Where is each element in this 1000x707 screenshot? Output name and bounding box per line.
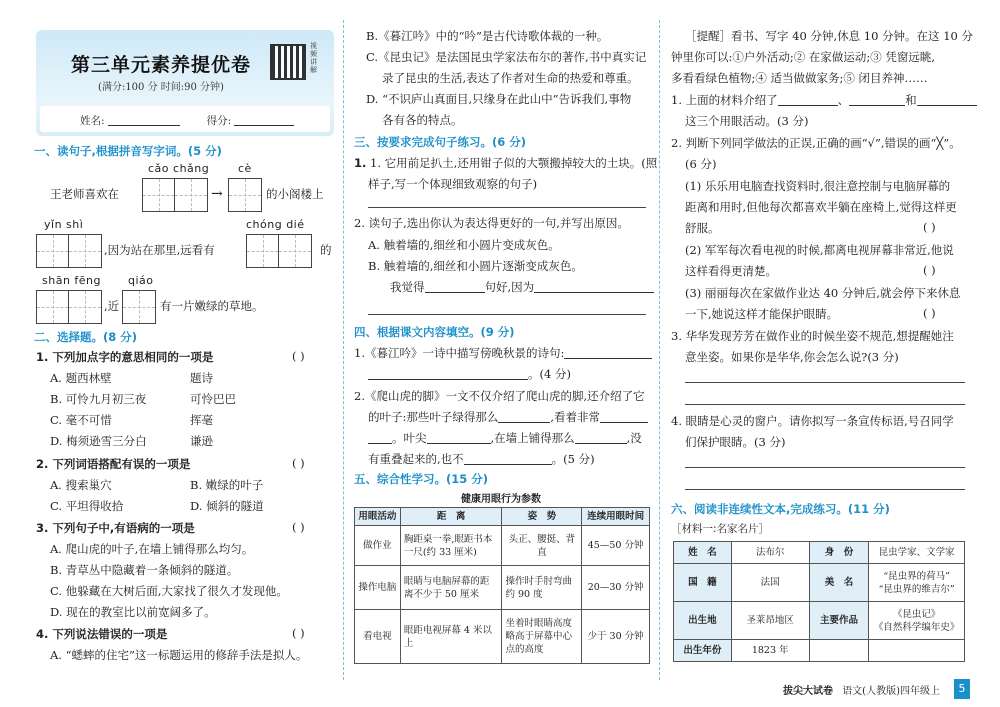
mc-q1-c2: 挥毫 <box>190 413 213 427</box>
table-cell: 胸距桌一拳,眼距书本一尺(约 33 厘米) <box>400 526 502 566</box>
table-cell-split: “昆虫界的荷马” “昆虫界的维吉尔” <box>878 570 955 595</box>
c3-q2-1-line1: (1) 乐乐用电脑查找资料时,很注意控制与电脑屏幕的 <box>685 179 951 193</box>
s4-q2-blank-6[interactable] <box>464 453 552 465</box>
c3-q2-1-line3: 舒服。 <box>685 221 720 235</box>
s4-q1-blank-2[interactable] <box>368 368 528 380</box>
mc-q2: 2. 下列词语搭配有误的一项是 <box>36 457 191 471</box>
s4-q2-line4: 有重叠起来的,也不 。(5 分) <box>368 452 595 466</box>
c3-q4-line2: 们保护眼睛。(3 分) <box>685 435 786 449</box>
mc-q1-b2: 可怜巴巴 <box>190 392 236 406</box>
mc-q1-c: C. 毫不可惜 <box>50 413 112 427</box>
s3-q2-choice-blank[interactable] <box>425 281 485 293</box>
table-row <box>674 564 965 602</box>
table-cell: 国 籍 <box>674 564 732 602</box>
mc-q3-b: B. 青草丛中隐藏着一条倾斜的隧道。 <box>50 563 239 577</box>
table-header: 连续用眼时间 <box>582 508 650 526</box>
mc-q2-b: B. 嫩绿的叶子 <box>190 478 264 492</box>
table-cell: 头正、腰挺、背直 <box>502 526 582 566</box>
table-row <box>674 542 965 564</box>
s3-q2-answer: 我觉得 句好,因为 <box>390 279 654 295</box>
mc-q3-a: A. 爬山虎的叶子,在墙上铺得那么均匀。 <box>50 542 254 556</box>
table-cell: 做作业 <box>355 526 401 566</box>
sentence-1b: 的小阁楼上 <box>266 187 324 201</box>
table-row <box>355 566 650 610</box>
mc-q4: 4. 下列说法错误的一项是 <box>36 627 168 641</box>
c3-q3-answer-line-2[interactable] <box>685 404 965 405</box>
mc-q1-answer[interactable]: ( ) <box>292 349 305 363</box>
grid-qiao[interactable] <box>122 290 156 324</box>
c3-q2-3-answer[interactable]: ( ) <box>923 306 936 320</box>
table-cell: 眼睛与电脑屏幕的距离不少于 50 厘米 <box>400 566 502 610</box>
table-cell: 美 名 <box>809 564 869 602</box>
c3-q1-blank-2[interactable] <box>849 94 905 106</box>
c3-q3-line1: 3. 华华发现芳芳在做作业的时候坐姿不规范,想提醒她注 <box>671 329 954 343</box>
name-label: 姓名: <box>80 115 105 127</box>
page-number: 5 <box>954 679 970 699</box>
table-cell: 眼距电视屏幕 4 米以上 <box>400 610 502 664</box>
table-cell: 昆虫学家、文学家 <box>869 542 965 564</box>
column-divider-2 <box>659 20 660 680</box>
mc-q4-b: B.《暮江吟》中的“吟”是古代诗歌体裁的一种。 <box>366 29 609 43</box>
s4-q2-blank-4[interactable] <box>427 432 491 444</box>
s4-q2-line3: 。叶尖 ,在墙上铺得那么 ,没 <box>368 430 642 446</box>
mc-q3-d: D. 现在的教室比以前宽阔多了。 <box>50 605 216 619</box>
pinyin-shanfeng: shān fēng <box>42 274 102 287</box>
table-row <box>674 602 965 640</box>
footer-brand: 拔尖大试卷 <box>783 686 833 697</box>
c3-q2-1-line2: 距离和用时,但他每次都喜欢半躺在座椅上,觉得这样更 <box>685 200 957 214</box>
c3-q1-line1: 1. 上面的材料介绍了 、 和 <box>671 92 977 108</box>
tip-line-2: 钟里你可以:①户外活动;② 在家做运动;③ 凭窗远眺, <box>671 50 936 64</box>
c3-q2-2-answer[interactable]: ( ) <box>923 263 936 277</box>
c3-q2-2-line2: 这样看得更清楚。 <box>685 264 777 278</box>
table-header-row <box>355 508 650 526</box>
table-cell <box>869 640 965 662</box>
s4-q1-blank-1[interactable] <box>564 347 652 359</box>
exam-title: 第三单元素养提优卷 <box>70 54 251 76</box>
pinyin-qiao: qiáo <box>128 274 154 287</box>
column-1 <box>30 0 336 707</box>
table-cell: 法布尔 <box>731 542 809 564</box>
table-cell: 出生地 <box>674 602 732 640</box>
s4-q1-line1: 1.《暮江吟》一诗中描写傍晚秋景的诗句: <box>354 345 652 361</box>
tip-line-3: 多看看绿色植物;④ 适当做做家务;⑤ 闭目养神…… <box>671 71 928 85</box>
sentence-3a: ,近 <box>104 299 120 313</box>
mc-q1-a: A. 题西林壁 <box>50 371 112 385</box>
s4-q2-blank-3[interactable] <box>368 432 392 444</box>
table-cell: 操作时手肘弯曲约 90 度 <box>502 566 582 610</box>
table-cell: 法国 <box>731 564 809 602</box>
table-row <box>355 610 650 664</box>
mc-q2-answer[interactable]: ( ) <box>292 456 305 470</box>
column-divider-1 <box>343 20 344 680</box>
name-field[interactable] <box>108 114 180 126</box>
mc-q1: 1. 下列加点字的意思相同的一项是 <box>36 350 214 364</box>
c3-q4-answer-line-2[interactable] <box>685 489 965 490</box>
pinyin-chongdie: chóng dié <box>246 218 305 231</box>
grid-ce[interactable] <box>228 178 262 212</box>
name-score-box <box>40 106 330 132</box>
pinyin-caochang: cǎo chǎng <box>148 162 210 175</box>
arrow-glyph: → <box>211 186 223 202</box>
section-3-title: 三、按要求完成句子练习。(6 分) <box>354 135 527 149</box>
pinyin-ce: cè <box>238 162 252 175</box>
table-cell: 操作电脑 <box>355 566 401 610</box>
c3-q2-2-line1: (2) 军军每次看电视的时候,都离电视屏幕非常近,他说 <box>685 243 954 257</box>
table-cell: 主要作品 <box>809 602 869 640</box>
s3-q2: 2. 读句子,选出你认为表达得更好的一句,并写出原因。 <box>354 216 629 230</box>
s3-q1-line2: 样子,写一个体现细致观察的句子) <box>368 177 538 191</box>
c3-q1-blank-3[interactable] <box>917 94 977 106</box>
c3-q3-line2: 意坐姿。如果你是华华,你会怎么说?(3 分) <box>685 350 899 364</box>
mc-q4-c-line1: C.《昆虫记》是法国昆虫学家法布尔的著作,书中真实记 <box>366 50 647 64</box>
column-2 <box>350 0 658 707</box>
c3-q2-3-line1: (3) 丽丽每次在家做作业达 40 分钟后,就会停下来休息 <box>685 286 961 300</box>
eye-health-table <box>354 507 650 664</box>
grid-chongdie[interactable] <box>246 234 312 268</box>
table-cell: 圣莱昂地区 <box>731 602 809 640</box>
c3-q2-line2: (6 分) <box>685 157 717 171</box>
s4-q2-line1: 2.《爬山虎的脚》一文不仅介绍了爬山虎的脚,还介绍了它 <box>354 389 645 403</box>
mc-q1-d2: 谦逊 <box>190 434 213 448</box>
grid-yinshi[interactable] <box>36 234 102 268</box>
c3-q4-line1: 4. 眼睛是心灵的窗户。请你拟写一条宣传标语,号召同学 <box>671 414 954 428</box>
s4-q2-line2: 的叶子:那些叶子绿得那么 ,看着非常 <box>368 409 648 425</box>
tip-line-1: ［提醒］看书、写字 40 分钟,休息 10 分钟。在这 10 分 <box>685 29 973 43</box>
section-5-title: 五、综合性学习。(15 分) <box>354 472 489 486</box>
c3-q2-line1: 2. 判断下列同学做法的正误,正确的画“√”,错误的画“╳”。 <box>671 136 961 150</box>
table-cell <box>869 602 965 640</box>
mc-q4-a: A. “蟋蟀的住宅”这一标题运用的修辞手法是拟人。 <box>50 648 308 662</box>
table-cell-split: 《昆虫记》 《自然科学编年史》 <box>873 608 960 633</box>
grid-shanfeng[interactable] <box>36 290 102 324</box>
s4-q2-blank-1[interactable] <box>498 411 550 423</box>
s4-q1-line2: 。(4 分) <box>368 366 571 382</box>
mc-q3-answer[interactable]: ( ) <box>292 520 305 534</box>
table-header: 用眼活动 <box>355 508 401 526</box>
s3-q1-line1: 1. 1. 它用前足扒土,还用钳子似的大颚搬掉较大的土块。(照 <box>354 156 658 170</box>
s3-q2-a: A. 触着墙的,细丝和小圆片变成灰色。 <box>368 238 560 252</box>
table-cell <box>869 564 965 602</box>
c3-q4-answer-line-1[interactable] <box>685 467 965 468</box>
section-4-title: 四、根据课文内容填空。(9 分) <box>354 325 515 339</box>
footer-subject: 语文(人教版)四年级上 <box>842 686 940 697</box>
mc-q4-d-line2: 各有各的特点。 <box>382 113 463 127</box>
table-cell: 身 份 <box>809 542 869 564</box>
table-title: 健康用眼行为参数 <box>461 494 541 505</box>
c3-q2-3-line2: 一下,她说这样才能保护眼睛。 <box>685 307 839 321</box>
s3-q2-reason-blank[interactable] <box>534 281 654 293</box>
exam-header <box>36 30 334 136</box>
table-cell: 20—30 分钟 <box>582 566 650 610</box>
column-3 <box>667 0 973 707</box>
author-card-table <box>673 541 965 662</box>
pinyin-yinshi: yǐn shì <box>44 218 84 231</box>
mc-q3-c: C. 他躲藏在大树后面,大家找了很久才发现他。 <box>50 584 288 598</box>
mc-q4-d-line1: D. “不识庐山真面目,只缘身在此山中”告诉我们,事物 <box>366 92 632 106</box>
s3-q2-answer-line[interactable] <box>368 314 646 315</box>
footer <box>783 682 940 697</box>
mc-q1-a2: 题诗 <box>190 371 213 385</box>
table-header: 距 离 <box>400 508 502 526</box>
sentence-2b: 的 <box>320 243 332 257</box>
table-cell: 坐着时眼睛高度略高于屏幕中心点的高度 <box>502 610 582 664</box>
exam-subtitle: (满分:100 分 时间:90 分钟) <box>98 82 224 93</box>
s3-q1-answer-line[interactable] <box>368 207 646 208</box>
sentence-3b: 有一片嫩绿的草地。 <box>160 299 264 313</box>
s3-q2-b: B. 触着墙的,细丝和小圆片逐渐变成灰色。 <box>368 259 583 273</box>
c3-q2-1-answer[interactable]: ( ) <box>923 220 936 234</box>
s4-q2-blank-5[interactable] <box>575 432 627 444</box>
section-1-title: 一、读句子,根据拼音写字词。(5 分) <box>34 144 222 158</box>
s4-q2-blank-2[interactable] <box>600 411 648 423</box>
table-row <box>355 526 650 566</box>
table-cell <box>809 640 869 662</box>
mc-q1-d: D. 梅须逊雪三分白 <box>50 434 147 448</box>
table-cell: 出生年份 <box>674 640 732 662</box>
mc-q4-c-line2: 录了昆虫的生活,表达了作者对生命的热爱和尊重。 <box>382 71 639 85</box>
grid-caochang[interactable] <box>142 178 208 212</box>
c3-q1-line2: 这三个用眼活动。(3 分) <box>685 114 809 128</box>
material-1-label: ［材料一:名家名片］ <box>671 523 770 535</box>
sentence-2a: ,因为站在那里,远看有 <box>104 243 215 257</box>
sentence-1a: 王老师喜欢在 <box>50 187 119 201</box>
score-label: 得分: <box>206 115 232 127</box>
mc-q2-a: A. 搜索巢穴 <box>50 478 112 492</box>
qr-label: 视频讲解 <box>310 42 317 74</box>
mc-q4-answer[interactable]: ( ) <box>292 626 305 640</box>
mc-q2-c: C. 平坦得收拾 <box>50 499 124 513</box>
c3-q1-blank-1[interactable] <box>778 94 838 106</box>
section-2-title: 二、选择题。(8 分) <box>34 330 138 344</box>
c3-q3-answer-line-1[interactable] <box>685 382 965 383</box>
table-row <box>674 640 965 662</box>
table-cell: 看电视 <box>355 610 401 664</box>
qr-code-icon[interactable] <box>270 44 306 80</box>
table-header: 姿 势 <box>502 508 582 526</box>
table-cell: 45—50 分钟 <box>582 526 650 566</box>
table-cell: 少于 30 分钟 <box>582 610 650 664</box>
score-field[interactable] <box>234 114 294 126</box>
table-cell: 1823 年 <box>731 640 809 662</box>
section-6-title: 六、阅读非连续性文本,完成练习。(11 分) <box>671 502 890 516</box>
mc-q3: 3. 下列句子中,有语病的一项是 <box>36 521 195 535</box>
mc-q2-d: D. 倾斜的隧道 <box>190 499 264 513</box>
mc-q1-b: B. 可怜九月初三夜 <box>50 392 147 406</box>
table-cell: 姓 名 <box>674 542 732 564</box>
